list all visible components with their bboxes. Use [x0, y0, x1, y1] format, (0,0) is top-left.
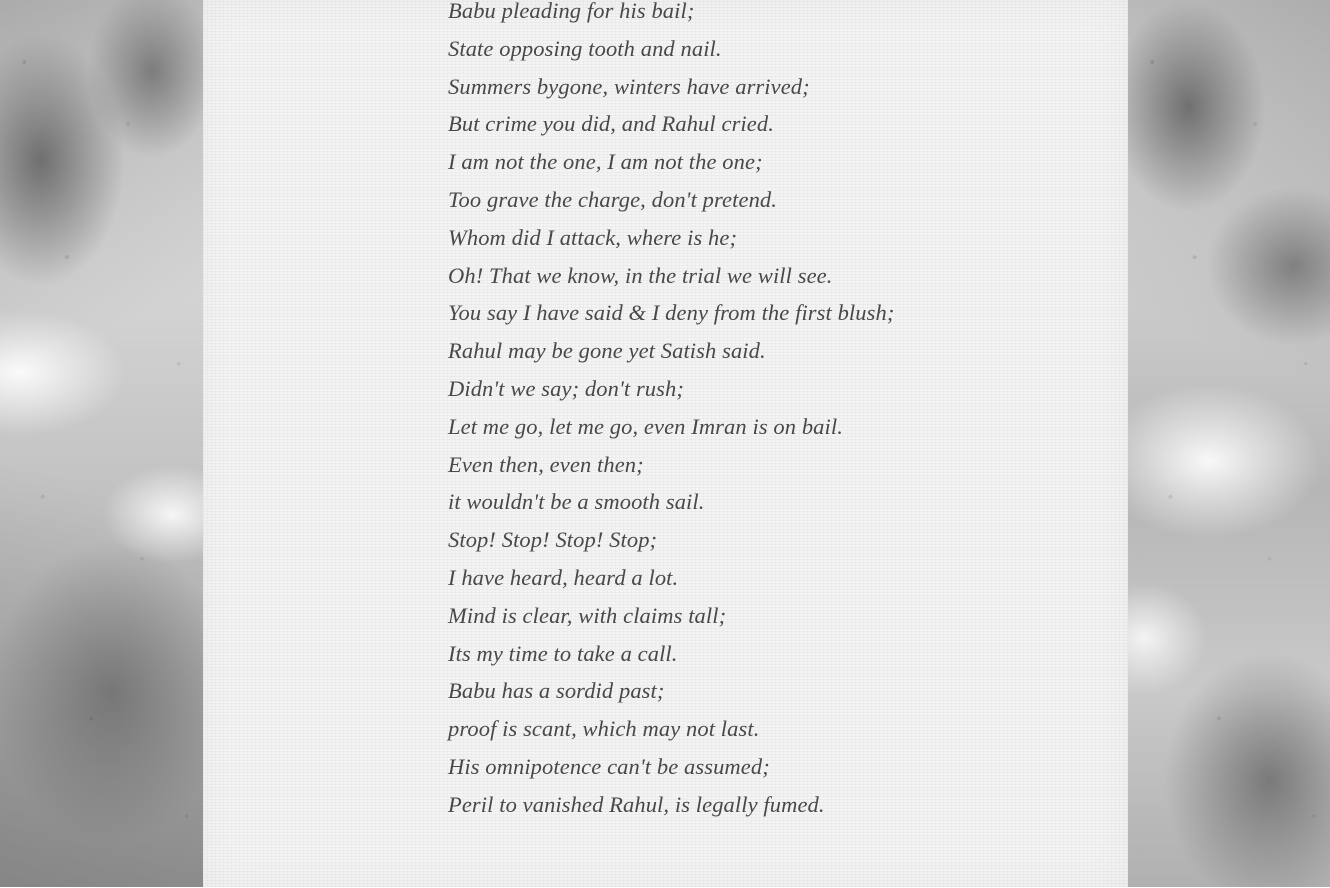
poem-line: Whom did I attack, where is he;	[448, 224, 738, 250]
poem-line: Peril to vanished Rahul, is legally fumed.	[448, 791, 825, 817]
poem-line: Babu has a sordid past;	[448, 678, 665, 704]
poem-line: it wouldn't be a smooth sail.	[448, 489, 705, 515]
page-sheet	[203, 0, 1128, 887]
poem-line: Let me go, let me go, even Imran is on bail.	[448, 413, 843, 439]
poem-line: Summers bygone, winters have arrived;	[448, 73, 810, 99]
poem-line: You say I have said & I deny from the first blush;	[448, 300, 895, 326]
right-texture-speckles	[1128, 0, 1330, 887]
poem-line: State opposing tooth and nail.	[448, 35, 722, 61]
left-texture-speckles	[0, 0, 203, 887]
poem-line: Its my time to take a call.	[448, 640, 678, 666]
poem-line: Babu pleading for his bail;	[448, 0, 695, 23]
poem-line: proof is scant, which may not last.	[448, 716, 760, 742]
poem-line: Rahul may be gone yet Satish said.	[448, 338, 766, 364]
right-grunge-texture-panel	[1128, 0, 1330, 887]
poem-line: But crime you did, and Rahul cried.	[448, 111, 774, 137]
poem-line: Didn't we say; don't rush;	[448, 375, 684, 401]
poem-line: Oh! That we know, in the trial we will see.	[448, 262, 833, 288]
poem-line: Mind is clear, with claims tall;	[448, 602, 727, 628]
poem-line: I am not the one, I am not the one;	[448, 149, 763, 175]
left-grunge-texture-panel	[0, 0, 203, 887]
poem-line: I have heard, heard a lot.	[448, 564, 679, 590]
poem-body	[448, 0, 1108, 824]
page-bottom-cutoff	[448, 876, 1008, 888]
poem-line: His omnipotence can't be assumed;	[448, 753, 770, 779]
poem-line: Even then, even then;	[448, 451, 644, 477]
poem-line: Too grave the charge, don't pretend.	[448, 186, 777, 212]
poem-line: Stop! Stop! Stop! Stop;	[448, 527, 658, 553]
